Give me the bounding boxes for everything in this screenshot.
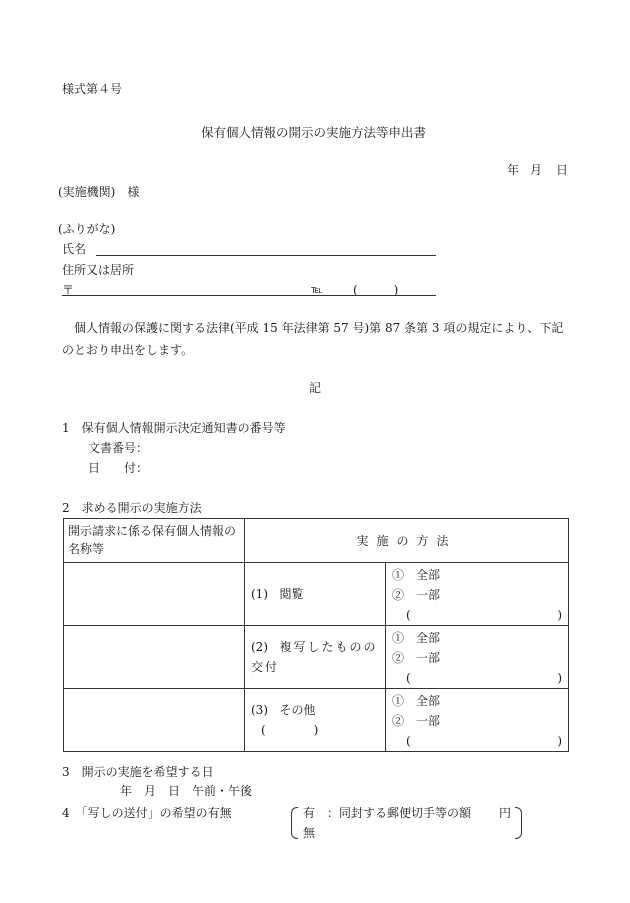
section3-heading: 3 開示の実施を希望する日 (62, 765, 214, 779)
name-label: 氏名 (62, 242, 87, 256)
other-detail[interactable]: ( ) (261, 723, 319, 737)
section4-heading: 4 「写しの送付」の希望の有無 (62, 806, 232, 820)
partial-detail[interactable] (392, 731, 564, 751)
form-number: 様式第４号 (62, 82, 123, 96)
section2-heading: 2 求める開示の実施方法 (62, 501, 202, 515)
right-brace (515, 807, 522, 839)
info-name-cell-2[interactable] (64, 626, 245, 689)
method-label: 閲覧 (279, 587, 304, 601)
option-all[interactable]: ① 全部 (392, 694, 441, 708)
method-cell-2 (245, 626, 386, 689)
yen-label: 円 (499, 806, 512, 820)
name-line (96, 255, 436, 256)
date-month-label: 月 (530, 163, 543, 177)
mail-yes-option[interactable]: 有 ：同封する郵便切手等の額 (303, 806, 472, 820)
partial-detail[interactable] (392, 605, 564, 625)
method-num: (2) (251, 640, 268, 654)
option-cell-2 (386, 626, 569, 689)
paren-open: ( (406, 608, 411, 622)
mail-no-option[interactable]: 無 (303, 826, 316, 840)
method-cell-1 (245, 563, 386, 626)
notice-date-label: 日 付： (88, 461, 149, 475)
body-text: 個人情報の保護に関する法律(平成 15 年法律第 57 号)第 87 条第 3 項の規定により、下記のとおり申出をします。 (62, 321, 564, 357)
option-all[interactable]: ① 全部 (392, 568, 441, 582)
addressee: (実施機関) 様 (58, 185, 140, 199)
partial-detail[interactable] (392, 668, 564, 688)
postal-mark: 〒 (62, 283, 75, 297)
date-day-label: 日 (556, 163, 569, 177)
method-num: (1) (251, 587, 268, 601)
paren-close: ) (557, 671, 563, 685)
info-name-cell-3[interactable] (64, 689, 245, 752)
option-all[interactable]: ① 全部 (392, 631, 441, 645)
col-left-header-text: 開示請求に係る保有個人情報の名称等 (68, 524, 237, 556)
address-label: 住所又は居所 (62, 263, 135, 277)
tel-paren: ( ) (353, 283, 399, 297)
paren-close: ) (557, 734, 563, 748)
method-label: その他 (279, 703, 316, 717)
paren-close: ) (557, 608, 563, 622)
option-partial[interactable]: ② 一部 (392, 714, 441, 728)
address-line (62, 295, 436, 296)
methods-table (63, 518, 569, 752)
left-brace (291, 807, 298, 839)
paren-open: ( (406, 734, 411, 748)
doc-number-label: 文書番号： (88, 441, 149, 455)
col-left-header (64, 519, 245, 563)
ki-heading: 記 (309, 381, 322, 395)
document-title: 保有個人情報の開示の実施方法等申出書 (201, 125, 427, 140)
option-cell-1 (386, 563, 569, 626)
col-right-header: 実施の方法 (245, 519, 569, 563)
option-partial[interactable]: ② 一部 (392, 651, 441, 665)
tel-label: ℡ (311, 283, 323, 296)
method-label: 複写したものの交付 (251, 640, 378, 674)
furigana-label: (ふりがな) (58, 222, 116, 236)
desired-date-line: 年 月 日 午前・午後 (120, 784, 253, 798)
method-row-2 (64, 626, 569, 689)
method-num: (3) (251, 703, 268, 717)
info-name-cell-1[interactable] (64, 563, 245, 626)
method-row-1 (64, 563, 569, 626)
method-cell-3 (245, 689, 386, 752)
method-row-3 (64, 689, 569, 752)
option-partial[interactable]: ② 一部 (392, 588, 441, 602)
section1-heading: 1 保有個人情報開示決定通知書の番号等 (62, 421, 286, 435)
option-cell-3 (386, 689, 569, 752)
date-year-label: 年 (507, 163, 520, 177)
paren-open: ( (406, 671, 411, 685)
